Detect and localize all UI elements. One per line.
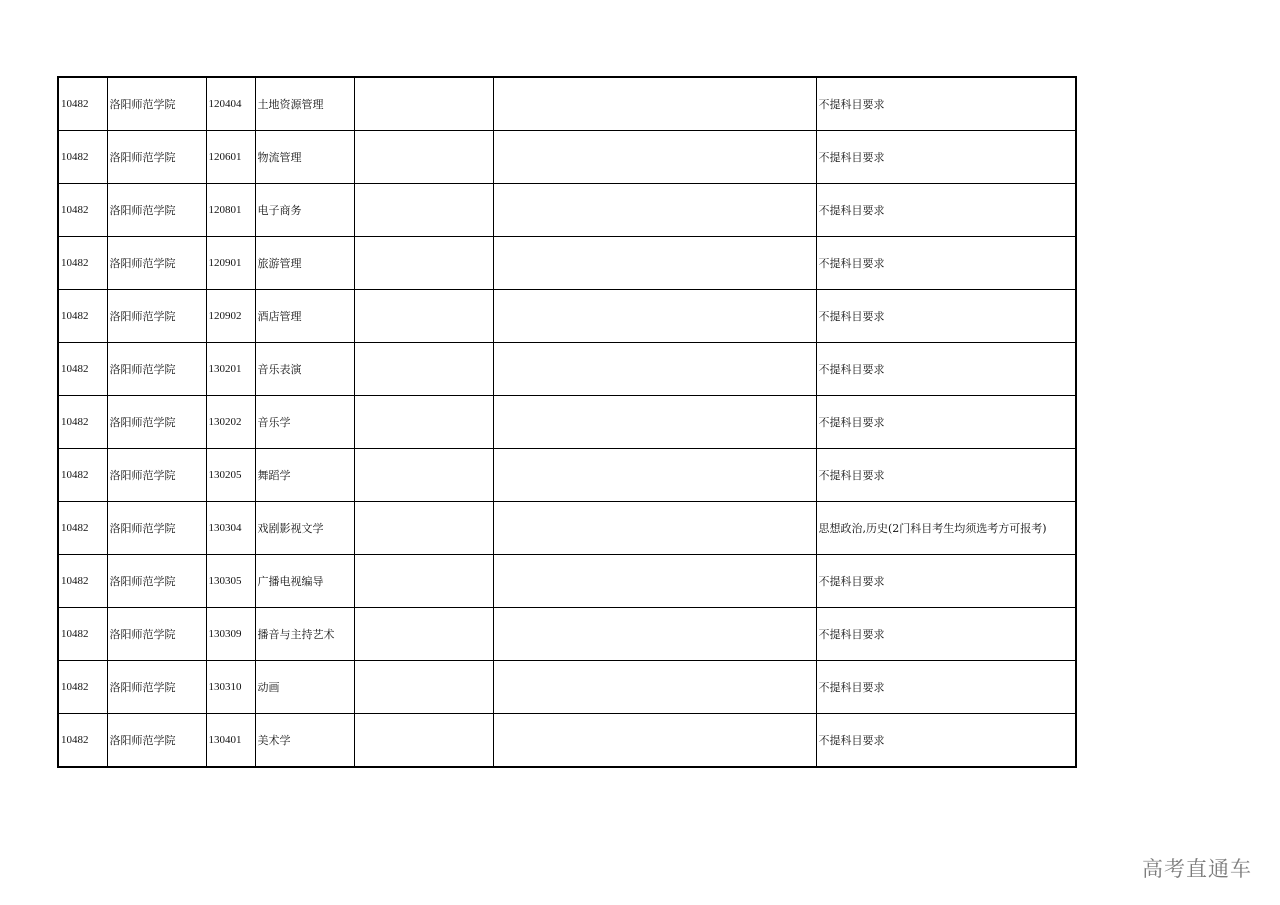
school-code-cell: 10482 bbox=[58, 449, 107, 502]
subject-requirement-cell: 不提科目要求 bbox=[816, 714, 1076, 768]
school-code-cell: 10482 bbox=[58, 608, 107, 661]
major-name-cell: 音乐学 bbox=[255, 396, 354, 449]
school-name-cell: 洛阳师范学院 bbox=[107, 343, 206, 396]
empty-cell bbox=[354, 661, 493, 714]
school-name-cell: 洛阳师范学院 bbox=[107, 608, 206, 661]
school-name-cell: 洛阳师范学院 bbox=[107, 555, 206, 608]
major-code-cell: 130401 bbox=[206, 714, 255, 768]
empty-cell bbox=[354, 502, 493, 555]
empty-cell bbox=[354, 290, 493, 343]
major-name-cell: 广播电视编导 bbox=[255, 555, 354, 608]
school-name-cell: 洛阳师范学院 bbox=[107, 237, 206, 290]
school-code-cell: 10482 bbox=[58, 502, 107, 555]
empty-cell bbox=[354, 77, 493, 131]
table-row bbox=[58, 184, 1076, 237]
school-code-cell: 10482 bbox=[58, 237, 107, 290]
table-row bbox=[58, 131, 1076, 184]
school-name-cell: 洛阳师范学院 bbox=[107, 396, 206, 449]
table-row bbox=[58, 343, 1076, 396]
table-row bbox=[58, 449, 1076, 502]
school-name-cell: 洛阳师范学院 bbox=[107, 290, 206, 343]
spreadsheet-page bbox=[57, 76, 1075, 776]
table-row bbox=[58, 661, 1076, 714]
subject-requirement-cell: 不提科目要求 bbox=[816, 237, 1076, 290]
major-code-cell: 120901 bbox=[206, 237, 255, 290]
major-code-cell: 130305 bbox=[206, 555, 255, 608]
school-name-cell: 洛阳师范学院 bbox=[107, 77, 206, 131]
table-row bbox=[58, 555, 1076, 608]
empty-cell bbox=[493, 661, 816, 714]
school-code-cell: 10482 bbox=[58, 714, 107, 768]
school-code-cell: 10482 bbox=[58, 290, 107, 343]
table-row bbox=[58, 714, 1076, 768]
major-name-cell: 旅游管理 bbox=[255, 237, 354, 290]
school-code-cell: 10482 bbox=[58, 661, 107, 714]
empty-cell bbox=[493, 237, 816, 290]
empty-cell bbox=[354, 237, 493, 290]
empty-cell bbox=[493, 502, 816, 555]
table-body bbox=[58, 77, 1076, 767]
empty-cell bbox=[493, 343, 816, 396]
empty-cell bbox=[493, 608, 816, 661]
empty-cell bbox=[354, 714, 493, 768]
table-row bbox=[58, 502, 1076, 555]
school-code-cell: 10482 bbox=[58, 131, 107, 184]
table-row bbox=[58, 237, 1076, 290]
empty-cell bbox=[354, 343, 493, 396]
subject-requirement-cell: 不提科目要求 bbox=[816, 77, 1076, 131]
empty-cell bbox=[493, 131, 816, 184]
empty-cell bbox=[493, 714, 816, 768]
empty-cell bbox=[354, 396, 493, 449]
school-code-cell: 10482 bbox=[58, 343, 107, 396]
empty-cell bbox=[354, 131, 493, 184]
empty-cell bbox=[354, 184, 493, 237]
subject-requirement-cell: 不提科目要求 bbox=[816, 608, 1076, 661]
major-name-cell: 物流管理 bbox=[255, 131, 354, 184]
empty-cell bbox=[493, 449, 816, 502]
major-code-cell: 130202 bbox=[206, 396, 255, 449]
empty-cell bbox=[493, 555, 816, 608]
major-name-cell: 土地资源管理 bbox=[255, 77, 354, 131]
school-name-cell: 洛阳师范学院 bbox=[107, 449, 206, 502]
empty-cell bbox=[493, 396, 816, 449]
table-row bbox=[58, 608, 1076, 661]
subject-requirement-cell: 不提科目要求 bbox=[816, 184, 1076, 237]
major-code-cell: 130205 bbox=[206, 449, 255, 502]
school-name-cell: 洛阳师范学院 bbox=[107, 184, 206, 237]
major-name-cell: 酒店管理 bbox=[255, 290, 354, 343]
school-name-cell: 洛阳师范学院 bbox=[107, 131, 206, 184]
subject-requirement-cell: 不提科目要求 bbox=[816, 343, 1076, 396]
empty-cell bbox=[493, 77, 816, 131]
school-code-cell: 10482 bbox=[58, 396, 107, 449]
school-name-cell: 洛阳师范学院 bbox=[107, 714, 206, 768]
subject-requirement-cell: 不提科目要求 bbox=[816, 396, 1076, 449]
major-name-cell: 动画 bbox=[255, 661, 354, 714]
watermark-text: 高考直通车 bbox=[1142, 857, 1252, 881]
school-name-cell: 洛阳师范学院 bbox=[107, 502, 206, 555]
major-code-cell: 130201 bbox=[206, 343, 255, 396]
major-name-cell: 戏剧影视文学 bbox=[255, 502, 354, 555]
major-code-cell: 120801 bbox=[206, 184, 255, 237]
subject-requirement-cell: 不提科目要求 bbox=[816, 661, 1076, 714]
major-name-cell: 美术学 bbox=[255, 714, 354, 768]
major-name-cell: 舞蹈学 bbox=[255, 449, 354, 502]
empty-cell bbox=[354, 608, 493, 661]
major-code-cell: 130309 bbox=[206, 608, 255, 661]
subject-requirement-table bbox=[57, 76, 1077, 768]
empty-cell bbox=[493, 290, 816, 343]
empty-cell bbox=[354, 555, 493, 608]
major-name-cell: 电子商务 bbox=[255, 184, 354, 237]
major-name-cell: 音乐表演 bbox=[255, 343, 354, 396]
major-name-cell: 播音与主持艺术 bbox=[255, 608, 354, 661]
subject-requirement-cell: 不提科目要求 bbox=[816, 449, 1076, 502]
major-code-cell: 130310 bbox=[206, 661, 255, 714]
school-code-cell: 10482 bbox=[58, 184, 107, 237]
table-row bbox=[58, 290, 1076, 343]
major-code-cell: 130304 bbox=[206, 502, 255, 555]
empty-cell bbox=[354, 449, 493, 502]
major-code-cell: 120404 bbox=[206, 77, 255, 131]
school-name-cell: 洛阳师范学院 bbox=[107, 661, 206, 714]
table-row bbox=[58, 396, 1076, 449]
subject-requirement-cell: 不提科目要求 bbox=[816, 131, 1076, 184]
table-row bbox=[58, 77, 1076, 131]
school-code-cell: 10482 bbox=[58, 555, 107, 608]
subject-requirement-cell: 不提科目要求 bbox=[816, 290, 1076, 343]
school-code-cell: 10482 bbox=[58, 77, 107, 131]
subject-requirement-cell: 不提科目要求 bbox=[816, 555, 1076, 608]
subject-requirement-cell: 思想政治,历史(2门科目考生均须选考方可报考) bbox=[816, 502, 1076, 555]
empty-cell bbox=[493, 184, 816, 237]
major-code-cell: 120902 bbox=[206, 290, 255, 343]
major-code-cell: 120601 bbox=[206, 131, 255, 184]
